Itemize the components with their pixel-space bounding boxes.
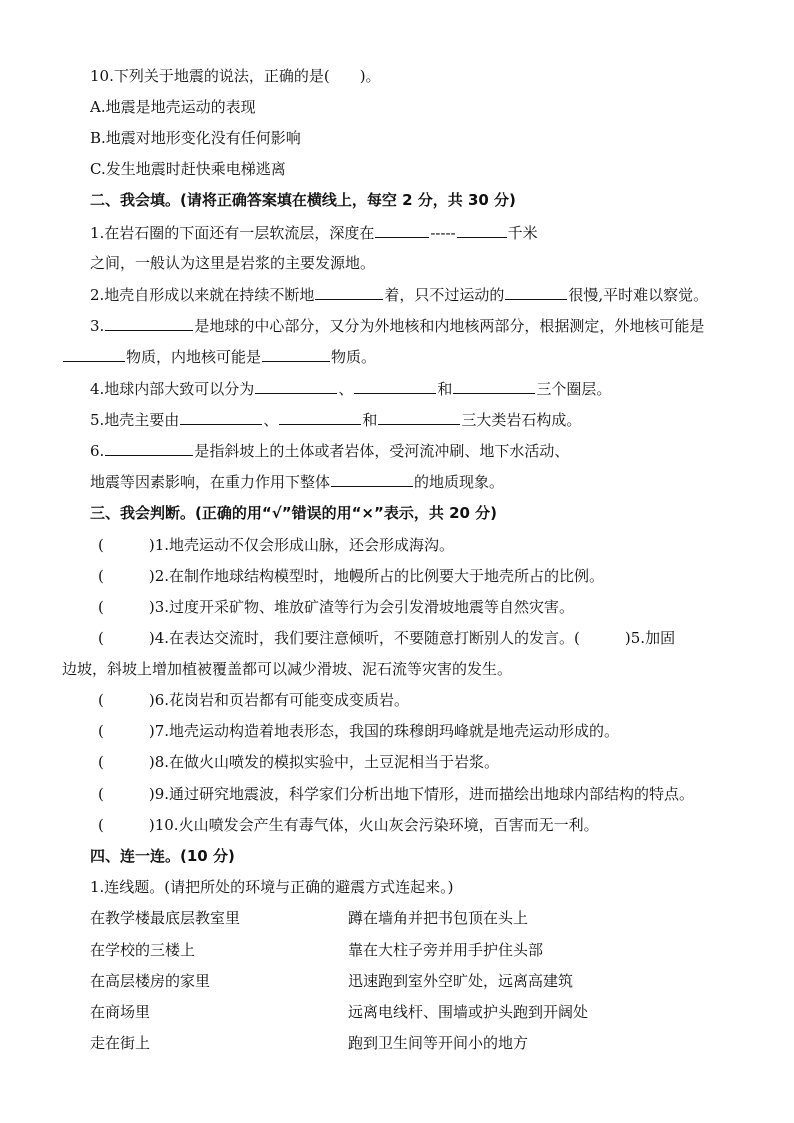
judge-text: 5.加固 [630,629,676,647]
answer-paren[interactable]: ( ) [98,567,155,585]
section3-title: 三、我会判断。(正确的用“√”错误的用“×”表示，共 20 分) [90,504,498,522]
judge-item-4-5 [98,628,675,648]
s2-q4-line [90,378,611,399]
answer-blank[interactable] [375,222,429,238]
answer-blank[interactable] [453,378,535,394]
s2-q6-text-a: 6. [90,442,105,460]
q10-option-c: C.发生地震时赶快乘电梯逃离 [90,160,286,178]
answer-blank[interactable] [315,284,383,300]
s2-q6-line2 [90,471,504,492]
s2-q3-text-d: 物质。 [331,348,377,366]
s2-q4-and: 和 [437,380,453,398]
s2-q4-sep: 、 [338,380,354,398]
answer-paren[interactable]: ( ) [98,598,155,616]
s2-q1-line2: 之间，一般认为这里是岩浆的主要发源地。 [90,254,376,272]
answer-blank[interactable] [63,346,125,362]
s2-q4-text-b: 三个圈层。 [536,380,612,398]
s2-q6-text-d: 的地质现象。 [414,473,505,491]
judge-text: 8.在做火山喷发的模拟实验中，土豆泥相当于岩浆。 [154,753,500,771]
judge-text: 6.花岗岩和页岩都有可能变成变质岩。 [154,691,410,709]
s2-q6-text-c: 地震等因素影响，在重力作用下整体 [90,473,331,491]
judge-text: 1.地壳运动不仅会形成山脉，还会形成海沟。 [154,536,455,554]
section2-title: 二、我会填。(请将正确答案填在横线上，每空 2 分，共 30 分) [90,191,516,209]
answer-blank[interactable] [378,409,460,425]
answer-blank[interactable] [505,284,567,300]
s2-q4-text-a: 4.地球内部大致可以分为 [90,380,255,398]
q10-option-b: B.地震对地形变化没有任何影响 [90,129,301,147]
judge-text: 2.在制作地球结构模型时，地幔所占的比例要大于地壳所占的比例。 [154,567,605,585]
answer-paren[interactable]: ( ) [98,753,155,771]
answer-paren[interactable]: ( ) [98,536,155,554]
answer-blank[interactable] [279,409,361,425]
match-right-item[interactable]: 远离电线杆、围墙或护头跑到开阔处 [348,1003,589,1021]
s2-q1-dash: ----- [430,224,456,242]
answer-paren[interactable]: ( ) [574,629,631,647]
s2-q3-text-b: 是地球的中心部分，又分为外地核和内地核两部分，根据测定，外地核可能是 [194,317,705,335]
match-right-item[interactable]: 跑到卫生间等开间小的地方 [348,1034,529,1052]
s2-q2-text-a: 2.地壳自形成以来就在持续不断地 [90,286,315,304]
judge-text: 10.火山喷发会产生有毒气体，火山灰会污染环境，百害而无一利。 [154,816,599,834]
answer-paren[interactable]: ( ) [98,785,155,803]
match-right-item[interactable]: 靠在大柱子旁并用手护住头部 [348,941,544,959]
s2-q2-text-c: 很慢,平时难以察觉。 [568,286,709,304]
answer-paren[interactable]: ( ) [98,629,155,647]
match-left-item[interactable]: 在商场里 [90,1003,151,1021]
s2-q5-text-a: 5.地壳主要由 [90,411,180,429]
match-left-item[interactable]: 在学校的三楼上 [90,941,196,959]
answer-blank[interactable] [180,409,262,425]
q10-option-a: A.地震是地壳运动的表现 [90,98,256,116]
match-left-item[interactable]: 在高层楼房的家里 [90,972,211,990]
s2-q2-line [90,284,708,305]
s2-q1-text-a: 1.在岩石圈的下面还有一层软流层，深度在 [90,224,375,242]
answer-blank[interactable] [331,471,413,487]
answer-paren[interactable]: ( ) [98,691,155,709]
judge-text: 3.过度开采矿物、堆放矿渣等行为会引发滑坡地震等自然灾害。 [154,598,575,616]
s2-q2-text-b: 着，只不过运动的 [384,286,505,304]
answer-paren[interactable]: ( ) [98,722,155,740]
judge-item-5-cont: 边坡，斜坡上增加植被覆盖都可以减少滑坡、泥石流等灾害的发生。 [62,660,513,678]
answer-blank[interactable] [262,346,330,362]
match-right-item[interactable]: 蹲在墙角并把书包顶在头上 [348,909,529,927]
s2-q5-text-b: 三大类岩石构成。 [461,411,582,429]
s2-q1-line1 [90,222,538,243]
judge-text: 9.通过研究地震波，科学家们分析出地下情形，进而描绘出地球内部结构的特点。 [154,785,695,803]
answer-blank[interactable] [105,440,193,456]
match-left-item[interactable]: 走在街上 [90,1034,151,1052]
s2-q5-and: 和 [362,411,378,429]
answer-paren[interactable]: ( ) [98,816,155,834]
judge-item-6 [98,690,409,710]
q10-stem: 10.下列关于地震的说法，正确的是( )。 [90,67,381,85]
section4-instruction: 1.连线题。(请把所处的环境与正确的避震方式连起来。) [90,878,454,896]
answer-blank[interactable] [105,315,193,331]
s2-q6-line1 [90,440,569,461]
judge-item-3 [98,597,574,617]
answer-blank[interactable] [354,378,436,394]
answer-blank[interactable] [255,378,337,394]
s2-q5-line [90,409,581,430]
s2-q1-text-b: 千米 [507,224,538,242]
judge-item-9 [98,784,694,804]
judge-item-10 [98,815,599,835]
s2-q3-text-c: 物质，内地核可能是 [126,348,262,366]
judge-item-7 [98,721,619,741]
section4-title: 四、连一连。(10 分) [90,847,235,865]
s2-q3-line2 [62,346,376,367]
answer-blank[interactable] [457,222,507,238]
judge-item-8 [98,752,499,772]
match-right-item[interactable]: 迅速跑到室外空旷处，远离高建筑 [348,972,574,990]
match-left-item[interactable]: 在教学楼最底层教室里 [90,909,241,927]
judge-text: 7.地壳运动构造着地表形态，我国的珠穆朗玛峰就是地壳运动形成的。 [154,722,620,740]
s2-q3-text-a: 3. [90,317,105,335]
judge-item-1 [98,535,454,555]
s2-q6-text-b: 是指斜坡上的土体或者岩体，受河流冲刷、地下水活动、 [194,442,570,460]
s2-q3-line1 [90,315,704,336]
judge-text: 4.在表达交流时，我们要注意倾听，不要随意打断别人的发言。 [154,629,575,647]
s2-q5-sep: 、 [263,411,279,429]
judge-item-2 [98,566,604,586]
